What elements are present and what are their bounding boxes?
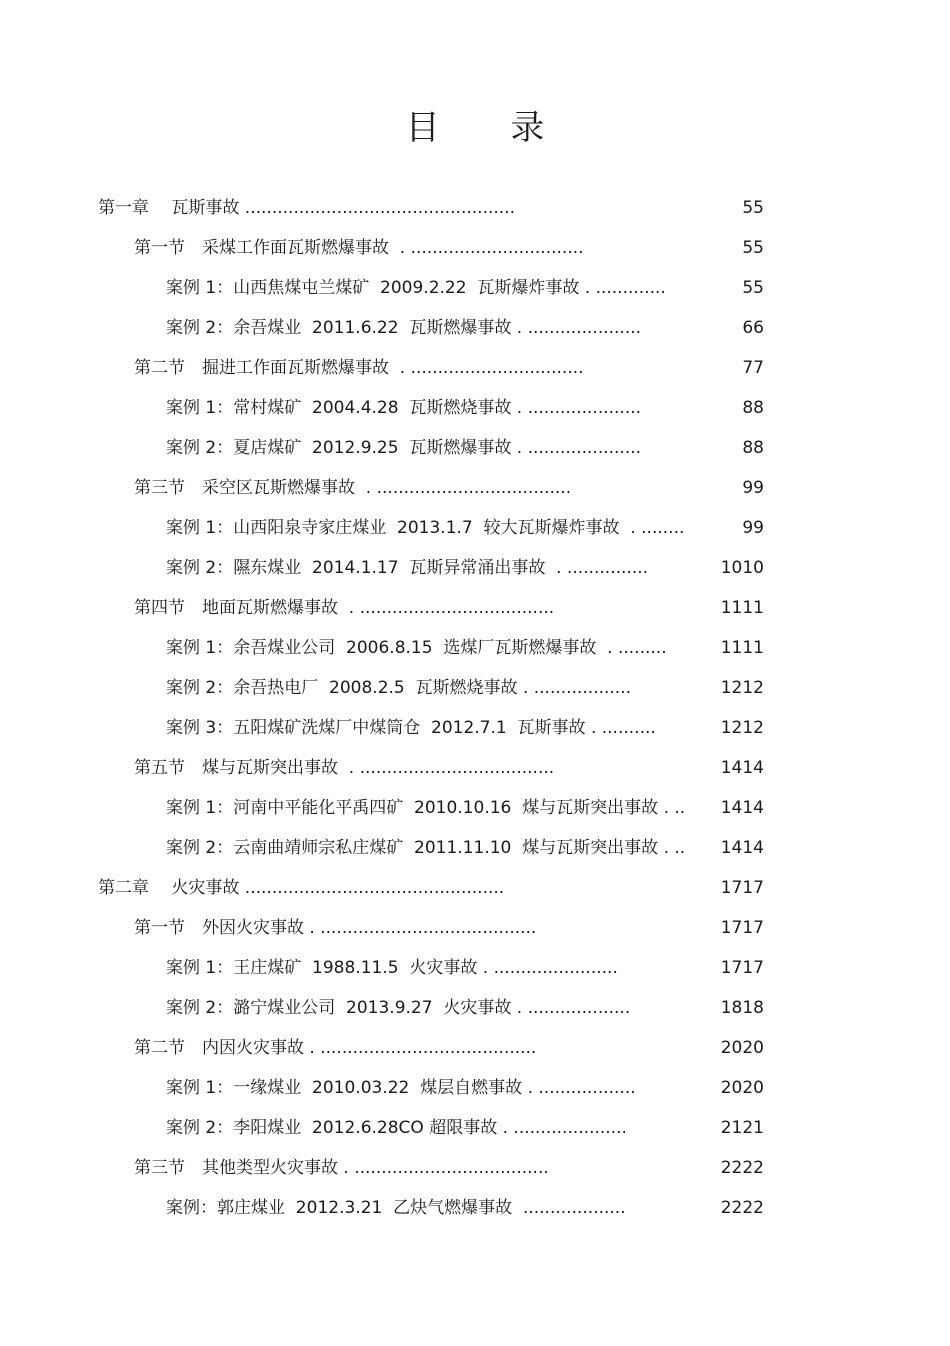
toc-section-row[interactable]	[134, 908, 764, 948]
page-title: 目 录	[405, 108, 575, 148]
toc-page-number: 1212	[720, 718, 764, 738]
toc-entry-text: 案例：郭庄煤业 2012.3.21 乙炔气燃爆事故 ...................	[166, 1198, 626, 1218]
toc-chapter-row[interactable]	[98, 188, 764, 228]
toc-entry-text: 案例 1：一缘煤业 2010.03.22 煤层自燃事故 . ..................	[166, 1078, 636, 1098]
toc-entry-text: 第二节 内因火灾事故 . ........................................	[134, 1038, 537, 1058]
toc-page-number: 88	[742, 438, 764, 458]
toc-section-row[interactable]	[134, 748, 764, 788]
toc-entry-text: 案例 2：云南曲靖师宗私庄煤矿 2011.11.10 煤与瓦斯突出事故 . ..	[166, 838, 686, 858]
toc-page-number: 55	[742, 278, 764, 298]
toc-section-row[interactable]	[134, 348, 764, 388]
toc-section-row[interactable]	[134, 1148, 764, 1188]
toc-case-row[interactable]	[166, 628, 764, 668]
toc-section-row[interactable]	[134, 228, 764, 268]
toc-case-row[interactable]	[166, 508, 764, 548]
toc-case-row[interactable]	[166, 1068, 764, 1108]
toc-entry-text: 案例 1：余吾煤业公司 2006.8.15 选煤厂瓦斯燃爆事故 . .........	[166, 638, 667, 658]
toc-page-number: 88	[742, 398, 764, 418]
toc-case-row[interactable]	[166, 708, 764, 748]
toc-entry-text: 案例 2：夏店煤矿 2012.9.25 瓦斯燃爆事故 . .....................	[166, 438, 642, 458]
toc-page-number: 1010	[720, 558, 764, 578]
toc-page-number: 1717	[720, 918, 764, 938]
toc-case-row[interactable]	[166, 428, 764, 468]
toc-case-row[interactable]	[166, 308, 764, 348]
toc-entry-text: 案例 2：余吾热电厂 2008.2.5 瓦斯燃烧事故 . ..................	[166, 678, 632, 698]
toc-entry-text: 第五节 煤与瓦斯突出事故 . ....................................	[134, 758, 555, 778]
toc-entry-text: 案例 2：李阳煤业 2012.6.28CO 超限事故 . .....................	[166, 1118, 627, 1138]
toc-entry-text: 第一节 采煤工作面瓦斯燃爆事故 . ................................	[134, 238, 584, 258]
toc-page-number: 2020	[720, 1038, 764, 1058]
toc-page-number: 2222	[720, 1158, 764, 1178]
toc-case-row[interactable]	[166, 1188, 764, 1228]
toc-page-number: 55	[742, 238, 764, 258]
toc-section-row[interactable]	[134, 468, 764, 508]
toc-entry-text: 案例 2：潞宁煤业公司 2013.9.27 火灾事故 . ...................	[166, 998, 631, 1018]
toc-page-number: 2222	[720, 1198, 764, 1218]
toc-page-number: 55	[742, 198, 764, 218]
toc-case-row[interactable]	[166, 828, 764, 868]
toc-entry-text: 第二章 火灾事故 ................................................	[98, 878, 505, 898]
toc-entry-text: 第一节 外因火灾事故 . ........................................	[134, 918, 537, 938]
toc-page-number: 1414	[720, 758, 764, 778]
toc-page-number: 1111	[720, 598, 764, 618]
toc-page-number: 2121	[720, 1118, 764, 1138]
toc-page-number: 1414	[720, 798, 764, 818]
toc-entry-text: 第一章 瓦斯事故 ..................................................	[98, 198, 515, 218]
toc-page-number: 1212	[720, 678, 764, 698]
toc-entry-text: 案例 3：五阳煤矿洗煤厂中煤筒仓 2012.7.1 瓦斯事故 . ..........	[166, 718, 656, 738]
toc-case-row[interactable]	[166, 268, 764, 308]
toc-case-row[interactable]	[166, 788, 764, 828]
toc-section-row[interactable]	[134, 588, 764, 628]
toc-entry-text: 第三节 采空区瓦斯燃爆事故 . ....................................	[134, 478, 572, 498]
toc-page-number: 99	[742, 518, 764, 538]
toc-entry-text: 案例 1：河南中平能化平禹四矿 2010.10.16 煤与瓦斯突出事故 . ..	[166, 798, 686, 818]
toc-entry-text: 第四节 地面瓦斯燃爆事故 . ....................................	[134, 598, 555, 618]
toc-page-number: 1111	[720, 638, 764, 658]
toc-page-number: 77	[742, 358, 764, 378]
toc-page-number: 1717	[720, 958, 764, 978]
toc-entry-text: 案例 2：余吾煤业 2011.6.22 瓦斯燃爆事故 . .....................	[166, 318, 642, 338]
toc-entry-text: 案例 1：常村煤矿 2004.4.28 瓦斯燃烧事故 . .....................	[166, 398, 642, 418]
toc-entry-text: 第二节 掘进工作面瓦斯燃爆事故 . ................................	[134, 358, 584, 378]
toc-page-number: 66	[742, 318, 764, 338]
toc-case-row[interactable]	[166, 1108, 764, 1148]
toc-case-row[interactable]	[166, 388, 764, 428]
toc-entry-text: 案例 2：隰东煤业 2014.1.17 瓦斯异常涌出事故 . ...............	[166, 558, 649, 578]
toc-page-number: 99	[742, 478, 764, 498]
toc-case-row[interactable]	[166, 948, 764, 988]
toc-page-number: 1717	[720, 878, 764, 898]
toc-page-number: 2020	[720, 1078, 764, 1098]
toc-entry-text: 案例 1：王庄煤矿 1988.11.5 火灾事故 . .......................	[166, 958, 618, 978]
toc-entry-text: 第三节 其他类型火灾事故 . ....................................	[134, 1158, 549, 1178]
toc-case-row[interactable]	[166, 668, 764, 708]
toc-page-number: 1414	[720, 838, 764, 858]
toc-page-number: 1818	[720, 998, 764, 1018]
toc-entry-text: 案例 1：山西焦煤屯兰煤矿 2009.2.22 瓦斯爆炸事故 . .............	[166, 278, 666, 298]
toc-case-row[interactable]	[166, 548, 764, 588]
toc-chapter-row[interactable]	[98, 868, 764, 908]
toc-section-row[interactable]	[134, 1028, 764, 1068]
toc-entry-text: 案例 1：山西阳泉寺家庄煤业 2013.1.7 较大瓦斯爆炸事故 . ........	[166, 518, 685, 538]
toc-case-row[interactable]	[166, 988, 764, 1028]
